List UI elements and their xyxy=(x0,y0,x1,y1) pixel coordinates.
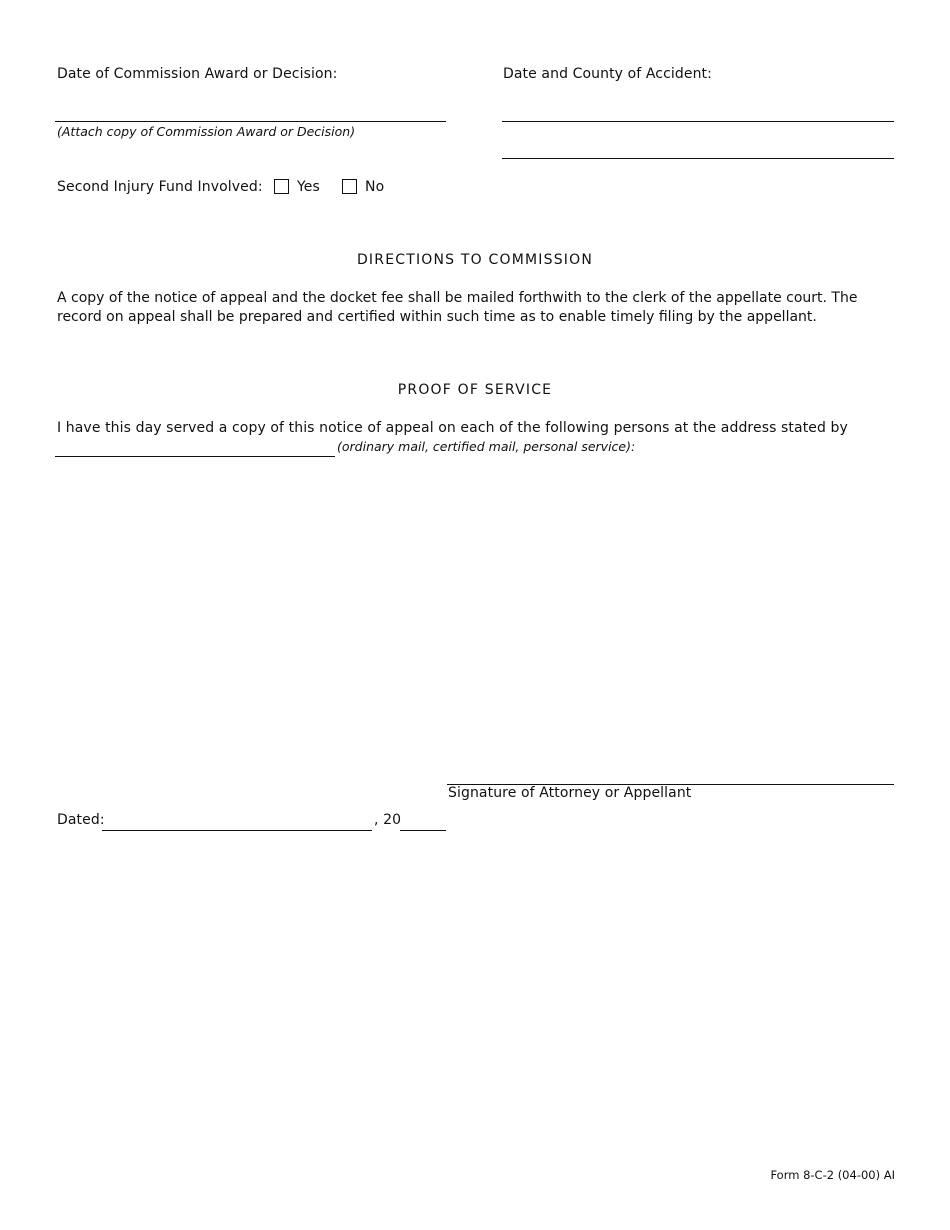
dated-label: Dated: xyxy=(57,812,105,828)
dated-field[interactable] xyxy=(102,830,372,831)
proof-of-service-text: I have this day served a copy of this notice of appeal on each of the following persons at the address stated by xyxy=(57,420,848,436)
commission-award-date-label: Date of Commission Award or Decision: xyxy=(57,66,338,82)
accident-date-county-label: Date and County of Accident: xyxy=(503,66,712,82)
commission-award-attach-note: (Attach copy of Commission Award or Decision) xyxy=(57,124,356,139)
year-prefix-label: , 20 xyxy=(374,812,402,828)
form-id-footer: Form 8-C-2 (04-00) AI xyxy=(770,1168,895,1182)
second-injury-no-checkbox[interactable] xyxy=(342,179,357,194)
year-field[interactable] xyxy=(400,830,446,831)
service-method-note: (ordinary mail, certified mail, personal service): xyxy=(337,439,636,454)
second-injury-yes-checkbox[interactable] xyxy=(274,179,289,194)
directions-heading: DIRECTIONS TO COMMISSION xyxy=(356,252,594,268)
second-injury-yes-label: Yes xyxy=(297,179,320,195)
accident-date-county-field-line-1[interactable] xyxy=(502,121,894,122)
second-injury-fund-label: Second Injury Fund Involved: xyxy=(57,179,263,195)
commission-award-date-field[interactable] xyxy=(55,121,446,122)
directions-paragraph: A copy of the notice of appeal and the docket fee shall be mailed forthwith to the clerk of the appellate court. The record on appeal shall be prepared and certified within such time as to enable timely filing by the appellant. xyxy=(57,290,858,325)
signature-label: Signature of Attorney or Appellant xyxy=(448,785,692,801)
second-injury-no-label: No xyxy=(365,179,385,195)
proof-of-service-heading: PROOF OF SERVICE xyxy=(397,382,553,398)
service-method-field[interactable] xyxy=(55,456,335,457)
accident-date-county-field-line-2[interactable] xyxy=(502,158,894,159)
